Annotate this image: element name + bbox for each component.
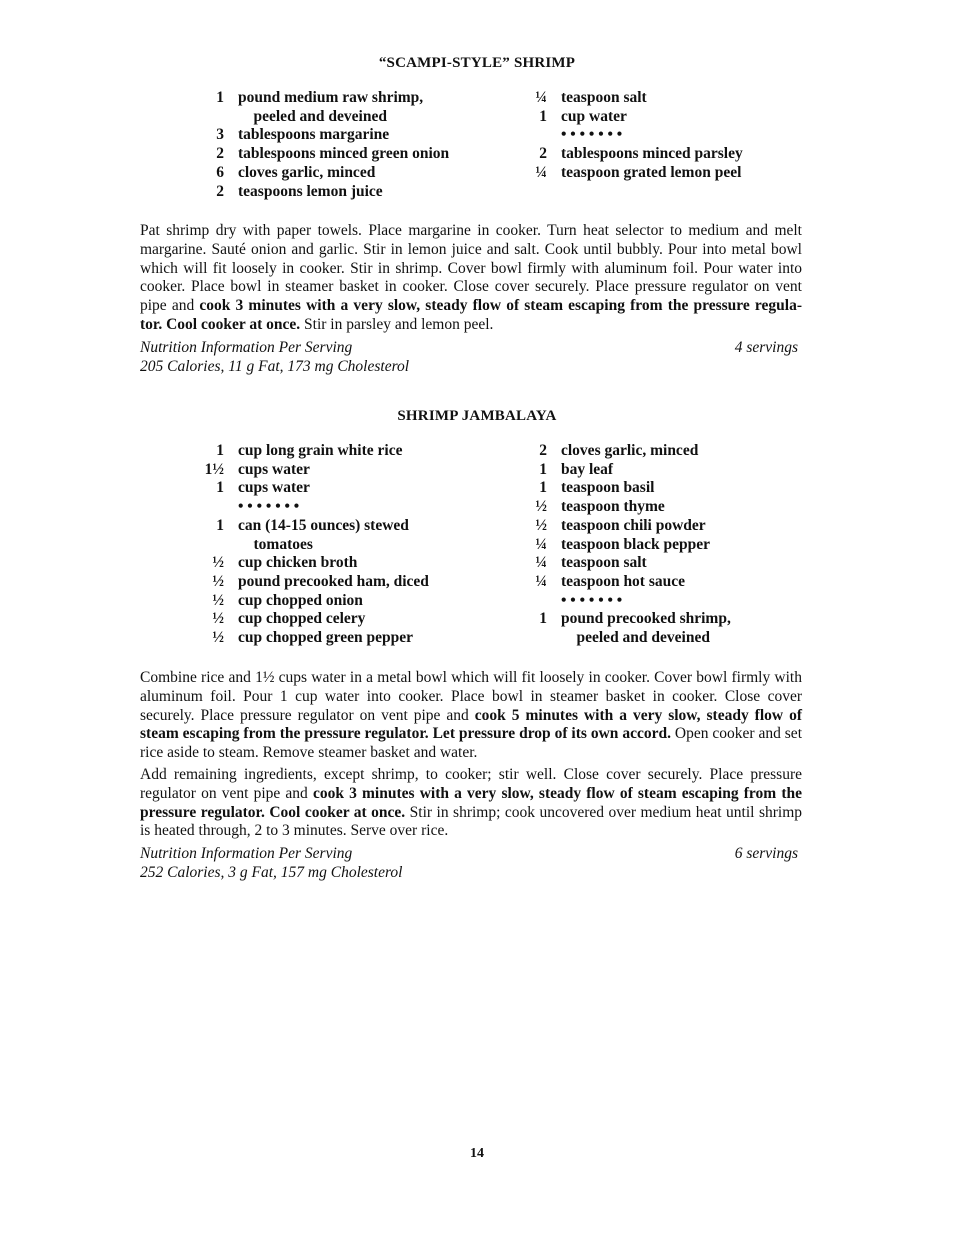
- ingredient-quantity: ½: [212, 629, 224, 646]
- servings-count: 6 servings: [734, 845, 798, 862]
- instruction-text: Stir in shrimp; cook uncovered over medium heat until shrimp is heated through, 2 to 3 minutes. Serve over rice.: [140, 803, 802, 840]
- ingredient-quantity: 2: [216, 182, 224, 200]
- ingredient-quantity: 1: [216, 442, 224, 459]
- ingredient-text: • • • • • • •: [238, 498, 300, 516]
- ingredient-text: tomatoes: [238, 535, 313, 553]
- ingredient-text: teaspoon chili powder: [561, 516, 706, 534]
- ingredient-quantity: 1½: [204, 460, 224, 478]
- ingredient-quantity: ¼: [535, 535, 547, 553]
- nutrition-label: Nutrition Information Per Serving: [140, 339, 353, 356]
- instruction-text: Pat shrimp dry with paper towels. Place margarine in cooker. Turn heat selector to medium and melt margarine. Sauté onion and garlic. Stir in lemon juice and salt. Cook until bubbly. Pour into metal bowl which will fit loosely in cooker. Stir in shrimp. Cover bowl firmly with aluminum foil. Pour water into cooker. Place bowl in steamer basket in cooker. Close cover securely. Place pressure regulator on vent pipe and: [140, 222, 802, 315]
- instructions-paragraph: [140, 766, 802, 841]
- nutrition-header: [140, 338, 798, 357]
- instruction-text: Combine rice and 1½ cups water in a metal bowl which will fit loosely in cooker. Cover bowl firmly with aluminum foil. Pour 1 cup water into cooker. Place bowl in steamer basket in cooker. Close cover securely. Place pressure regulator on vent pipe and: [140, 669, 802, 724]
- recipe-title-jambalaya: SHRIMP JAMBALAYA: [397, 408, 557, 424]
- ingredient-text: cup chopped green pepper: [238, 629, 413, 646]
- ingredient-quantity: ½: [535, 498, 547, 516]
- recipe-title-scampi: “SCAMPI-STYLE” SHRIMP: [378, 55, 576, 71]
- ingredient-text: tablespoons minced parsley: [561, 145, 743, 163]
- ingredient-text: pound medium raw shrimp,: [238, 89, 424, 106]
- ingredient-text: • • • • • • •: [561, 126, 623, 144]
- servings-count: 4 servings: [734, 339, 798, 356]
- ingredient-text: teaspoon salt: [561, 554, 647, 572]
- ingredient-text: can (14-15 ounces) stewed: [238, 516, 409, 534]
- ingredient-text: cup water: [561, 107, 627, 125]
- ingredient-quantity: 1: [216, 89, 224, 106]
- ingredient-text: cloves garlic, minced: [238, 163, 376, 181]
- instruction-bold-text: cook 5 minutes with a very slow, steady flow of steam escaping from the pressure regulator. Let pressure drop of its own accord.: [140, 706, 802, 743]
- ingredient-quantity: ½: [212, 572, 224, 590]
- ingredient-text: tablespoons margarine: [238, 126, 390, 144]
- nutrition-header: [140, 844, 798, 863]
- ingredient-quantity: ¼: [535, 554, 547, 572]
- ingredient-text: cups water: [238, 479, 310, 497]
- ingredient-text: teaspoon hot sauce: [561, 572, 686, 590]
- ingredient-text: teaspoons lemon juice: [238, 182, 383, 200]
- ingredient-text: bay leaf: [561, 460, 614, 478]
- instruction-text: Open cooker and set rice aside to steam. Remove steamer basket and water.: [140, 725, 802, 762]
- ingredient-quantity: ½: [212, 591, 224, 609]
- nutrition-values: 252 Calories, 3 g Fat, 157 mg Cholesterol: [140, 864, 403, 881]
- ingredient-text: teaspoon black pepper: [561, 535, 710, 553]
- ingredient-text: cup chopped celery: [238, 610, 366, 628]
- page-number: 14: [470, 1146, 484, 1161]
- instructions-paragraph: [140, 222, 802, 335]
- ingredient-text: cups water: [238, 460, 310, 478]
- ingredient-quantity: 6: [216, 163, 224, 181]
- instruction-bold-text: cook 3 minutes with a very slow, steady flow of steam escaping from the pressure regulator. Cool cooker at once.: [140, 784, 802, 821]
- ingredient-text: peeled and deveined: [561, 629, 710, 646]
- ingredient-text: teaspoon grated lemon peel: [561, 163, 742, 181]
- ingredient-text: cloves garlic, minced: [561, 442, 699, 459]
- ingredient-quantity: ½: [535, 516, 547, 534]
- ingredient-quantity: 1: [539, 460, 547, 478]
- ingredient-quantity: ¼: [535, 89, 547, 106]
- ingredient-text: teaspoon salt: [561, 89, 647, 106]
- ingredient-text: cup long grain white rice: [238, 442, 403, 459]
- nutrition-values: 205 Calories, 11 g Fat, 173 mg Cholesterol: [140, 358, 410, 375]
- instruction-text: Stir in parsley and lemon peel.: [300, 315, 494, 333]
- ingredient-quantity: 1: [539, 610, 547, 628]
- ingredient-quantity: ¼: [535, 572, 547, 590]
- nutrition-label: Nutrition Information Per Serving: [140, 845, 353, 862]
- instructions-paragraph: [140, 669, 802, 763]
- ingredient-text: teaspoon thyme: [561, 498, 665, 516]
- ingredient-quantity: ½: [212, 554, 224, 572]
- ingredient-quantity: 2: [539, 442, 547, 459]
- ingredient-quantity: ½: [212, 610, 224, 628]
- ingredient-text: cup chicken broth: [238, 554, 358, 572]
- ingredient-text: pound precooked ham, diced: [238, 572, 429, 590]
- ingredient-text: • • • • • • •: [561, 591, 623, 609]
- ingredient-quantity: 1: [216, 516, 224, 534]
- ingredient-text: peeled and deveined: [238, 107, 387, 125]
- ingredient-quantity: 2: [216, 145, 224, 163]
- ingredient-quantity: ¼: [535, 163, 547, 181]
- ingredient-text: cup chopped onion: [238, 591, 363, 609]
- instruction-bold-text: cook 3 minutes with a very slow, steady flow of steam escaping from the pressure regula-tor. Cool cooker at once.: [140, 297, 802, 333]
- ingredient-quantity: 3: [216, 126, 224, 144]
- instruction-text: Add remaining ingredients, except shrimp, to cooker; stir well. Close cover securely. Place pressure regulator on vent pipe and: [140, 766, 802, 802]
- ingredient-quantity: 1: [539, 479, 547, 497]
- ingredient-text: teaspoon basil: [561, 479, 655, 497]
- ingredient-quantity: 2: [539, 145, 547, 163]
- ingredient-quantity: 1: [216, 479, 224, 497]
- ingredient-text: pound precooked shrimp,: [561, 610, 731, 628]
- ingredient-quantity: 1: [539, 107, 547, 125]
- ingredient-text: tablespoons minced green onion: [238, 145, 450, 163]
